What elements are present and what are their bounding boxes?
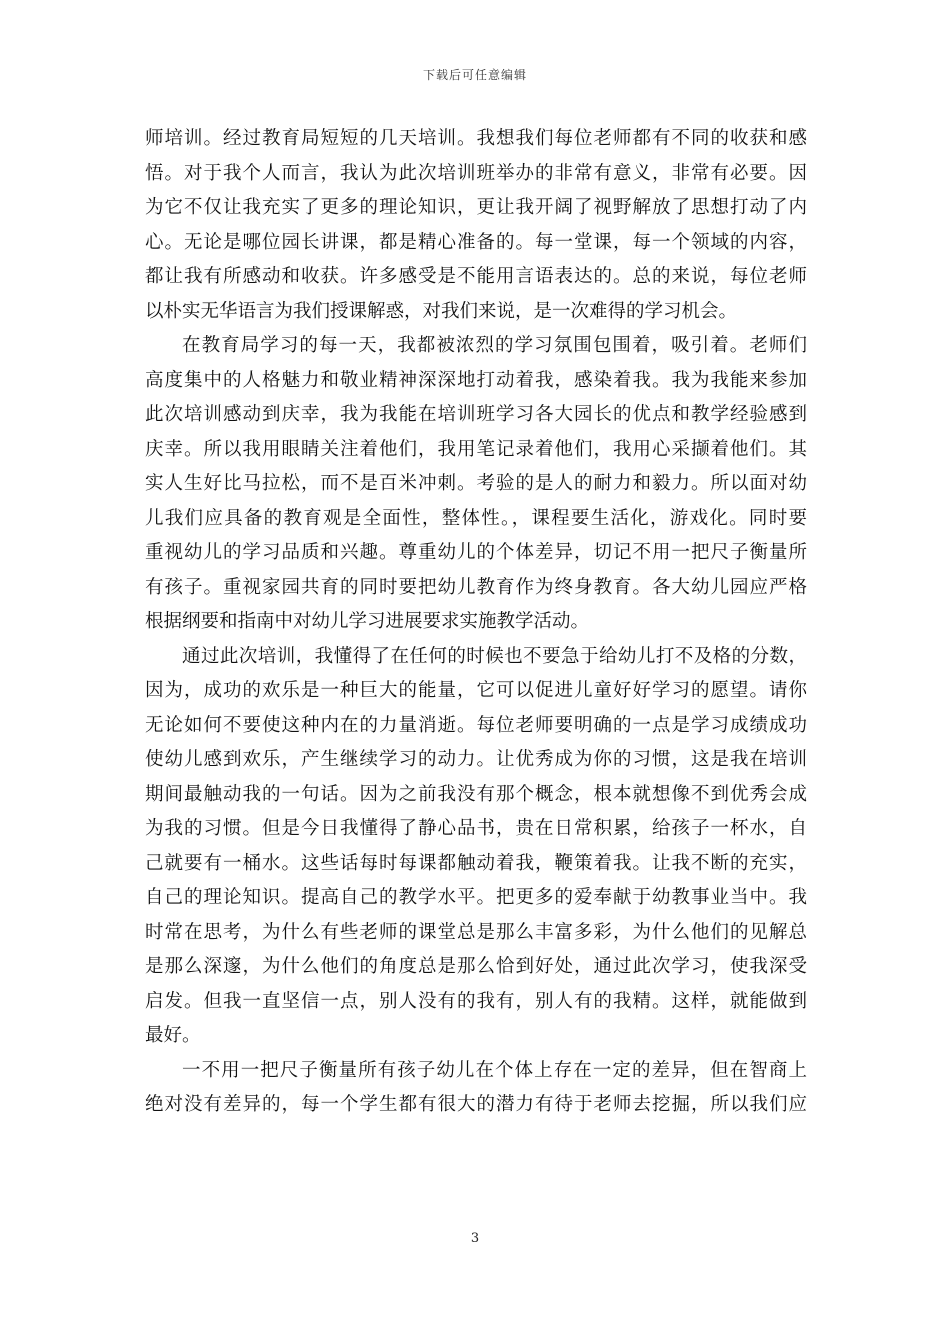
text-line: 期间最触动我的一句话。因为之前我没有那个概念，根本就想像不到优秀会成: [145, 783, 807, 805]
text-line: 实人生好比马拉松，而不是百米冲刺。考验的是人的耐力和毅力。所以面对幼: [145, 473, 807, 494]
text-line: 最好。: [145, 1025, 201, 1046]
text-line: 都让我有所感动和收获。许多感受是不能用言语表达的。总的来说，每位老师: [145, 266, 807, 287]
text-line: 绝对没有差异的，每一个学生都有很大的潜力有待于老师去挖掘，所以我们应: [145, 1094, 807, 1115]
text-line: 因为，成功的欢乐是一种巨大的能量，它可以促进儿童好好学习的愿望。请你: [145, 680, 807, 701]
text-line: 为我的习惯。但是今日我懂得了静心品书，贵在日常积累，给孩子一杯水，自: [145, 818, 807, 839]
text-line: 庆幸。所以我用眼睛关注着他们，我用笔记录着他们，我用心采撷着他们。其: [145, 438, 807, 460]
text-line: 重视幼儿的学习品质和兴趣。尊重幼儿的个体差异，切记不用一把尺子衡量所: [145, 542, 807, 563]
text-line: 时常在思考，为什么有些老师的课堂总是那么丰富多彩，为什么他们的见解总: [145, 921, 807, 943]
text-line: 使幼儿感到欢乐，产生继续学习的动力。让优秀成为你的习惯，这是我在培训: [145, 749, 807, 770]
document-body: [145, 122, 807, 1123]
text-line: 心。无论是哪位园长讲课，都是精心准备的。每一堂课，每一个领域的内容，: [145, 231, 807, 253]
text-line: 根据纲要和指南中对幼儿学习进展要求实施教学活动。: [145, 611, 590, 632]
text-line: 启发。但我一直坚信一点，别人没有的我有，别人有的我精。这样，就能做到: [145, 990, 807, 1012]
text-line: 自己的理论知识。提高自己的教学水平。把更多的爱奉献于幼教事业当中。我: [145, 887, 807, 908]
paragraph-start-line: 一不用一把尺子衡量所有孩子幼儿在个体上存在一定的差异，但在智商上: [182, 1059, 807, 1081]
paragraph-start-line: 在教育局学习的每一天，我都被浓烈的学习氛围包围着，吸引着。老师们: [182, 335, 807, 356]
text-line: 以朴实无华语言为我们授课解惑，对我们来说，是一次难得的学习机会。: [145, 300, 738, 322]
text-line: 为它不仅让我充实了更多的理论知识，更让我开阔了视野解放了思想打动了内: [145, 197, 807, 218]
text-line: 无论如何不要使这种内在的力量消逝。每位老师要明确的一点是学习成绩成功: [145, 714, 807, 736]
text-line: 此次培训感动到庆幸，我为我能在培训班学习各大园长的优点和教学经验感到: [145, 404, 807, 425]
text-line: 己就要有一桶水。这些话每时每课都触动着我，鞭策着我。让我不断的充实，: [145, 852, 807, 874]
text-line: 师培训。经过教育局短短的几天培训。我想我们每位老师都有不同的收获和感: [145, 128, 807, 149]
text-line: 是那么深邃，为什么他们的角度总是那么恰到好处，通过此次学习，使我深受: [145, 956, 807, 977]
text-line: 儿我们应具备的教育观是全面性，整体性。，课程要生活化，游戏化。同时要: [145, 507, 807, 529]
text-line: 有孩子。重视家园共育的同时要把幼儿教育作为终身教育。各大幼儿园应严格: [145, 576, 807, 598]
page-header: 下载后可任意编辑: [422, 68, 527, 82]
paragraph-start-line: 通过此次培训，我懂得了在任何的时候也不要急于给幼儿打不及格的分数，: [182, 645, 807, 667]
text-line: 悟。对于我个人而言，我认为此次培训班举办的非常有意义，非常有必要。因: [145, 162, 807, 184]
text-line: 高度集中的人格魅力和敬业精神深深地打动着我，感染着我。我为我能来参加: [145, 369, 807, 391]
page-number: 3: [470, 1231, 480, 1246]
